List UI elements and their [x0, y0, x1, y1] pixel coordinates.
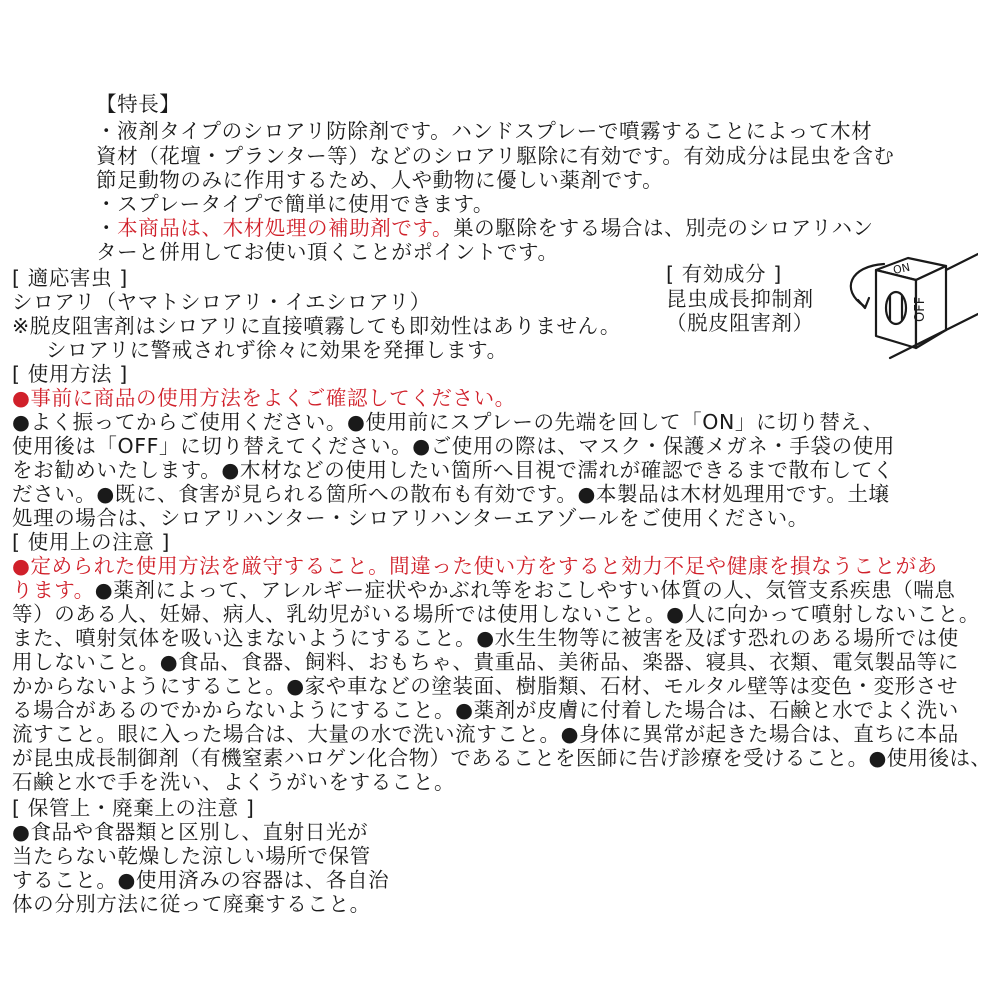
usage-line: ださい。●既に、食害が見られる箇所への散布も有効です。●本製品は木材処理用です。土壌: [12, 482, 890, 506]
features-line: 資材（花壇・プランター等）などのシロアリ駆除に有効です。有効成分は昆虫を含む: [96, 144, 895, 168]
usage-line: ●よく振ってからご使用ください。●使用前にスプレーの先端を回して「ON」に切り替え、: [12, 410, 884, 434]
usage-warning: ●事前に商品の使用方法をよくご確認してください。: [12, 386, 516, 410]
features-line: ・液剤タイプのシロアリ防除剤です。ハンドスプレーで噴霧することによって木材: [96, 119, 873, 143]
ingredient-line: （脱皮阻害剤）: [666, 311, 814, 335]
features-line-rest: 巣の駆除をする場合は、別売のシロアリハン: [453, 216, 874, 240]
pests-line: シロアリ（ヤマトシロアリ・イエシロアリ）: [12, 290, 431, 314]
pests-heading: [ 適応害虫 ]: [12, 266, 128, 290]
on-label: ON: [891, 260, 912, 277]
off-label: OFF: [913, 296, 928, 322]
usage-line: 使用後は「OFF」に切り替えてください。●ご使用の際は、マスク・保護メガネ・手袋の使用: [12, 434, 895, 458]
features-line-prefix: ・: [96, 216, 118, 240]
spray-nozzle-icon: [838, 248, 978, 368]
cautions-line: 流すこと。眼に入った場合は、大量の水で洗い流すこと。●身体に異常が起きた場合は、直ちに本品: [12, 722, 959, 746]
cautions-line: 用しないこと。●食品、食器、飼料、おもちゃ、貴重品、美術品、楽器、寝具、衣類、電気製品等に: [12, 650, 959, 674]
cautions-line-rest: ●薬剤によって、アレルギー症状やかぶれ等をおこしやすい体質の人、気管支系疾患（喘息: [94, 578, 956, 602]
storage-heading: [ 保管上・廃棄上の注意 ]: [12, 796, 255, 820]
storage-line: すること。●使用済みの容器は、各自治: [12, 868, 390, 892]
features-line: [96, 216, 874, 240]
storage-line: 体の分別方法に従って廃棄すること。: [12, 892, 371, 916]
usage-line: をお勧めいたします。●木材などの使用したい箇所へ目視で濡れが確認できるまで散布してく: [12, 458, 894, 482]
storage-line: 当たらない乾燥した涼しい場所で保管: [12, 844, 371, 868]
cautions-line: 石鹸と水で手を洗い、よくうがいをすること。: [12, 770, 456, 794]
cautions-line: かからないようにすること。●家や車などの塗装面、樹脂類、石材、モルタル壁等は変色・変形させ: [12, 674, 959, 698]
features-highlight: 本商品は、木材処理の補助剤です。: [117, 216, 454, 240]
usage-heading: [ 使用方法 ]: [12, 362, 128, 386]
cautions-line: が昆虫成長制御剤（有機窒素ハロゲン化合物）であることを医師に告げ診療を受けること。●使用後は、: [12, 746, 992, 770]
cautions-warning: ●定められた使用方法を厳守すること。間違った使い方をすると効力不足や健康を損なうことがあ: [12, 554, 938, 578]
cautions-line: 等）のある人、妊婦、病人、乳幼児がいる場所では使用しないこと。●人に向かって噴射しないこと。: [12, 602, 980, 626]
pests-line: ※脱皮阻害剤はシロアリに直接噴霧しても即効性はありません。: [12, 314, 621, 338]
features-line: 節足動物のみに作用するため、人や動物に優しい薬剤です。: [96, 168, 664, 192]
storage-line: ●食品や食器類と区別し、直射日光が: [12, 820, 369, 844]
pests-line: シロアリに警戒されず徐々に効果を発揮します。: [46, 338, 508, 362]
features-line: ・スプレータイプで簡単に使用できます。: [96, 192, 495, 216]
ingredient-line: 昆虫成長抑制剤: [666, 287, 814, 311]
ingredient-heading: [ 有効成分 ]: [666, 262, 782, 286]
features-line: ターと併用してお使い頂くことがポイントです。: [96, 240, 559, 264]
cautions-warning-end: ります。: [12, 578, 95, 602]
cautions-heading: [ 使用上の注意 ]: [12, 530, 171, 554]
cautions-line: また、噴射気体を吸い込まないようにすること。●水生生物等に被害を及ぼす恐れのある場所では使: [12, 626, 959, 650]
features-heading: 【特長】: [96, 92, 181, 116]
cautions-line: [12, 578, 956, 602]
usage-line: 処理の場合は、シロアリハンター・シロアリハンターエアゾールをご使用ください。: [12, 506, 809, 530]
cautions-line: る場合があるのでかからないようにすること。●薬剤が皮膚に付着した場合は、石鹸と水でよく洗い: [12, 698, 959, 722]
